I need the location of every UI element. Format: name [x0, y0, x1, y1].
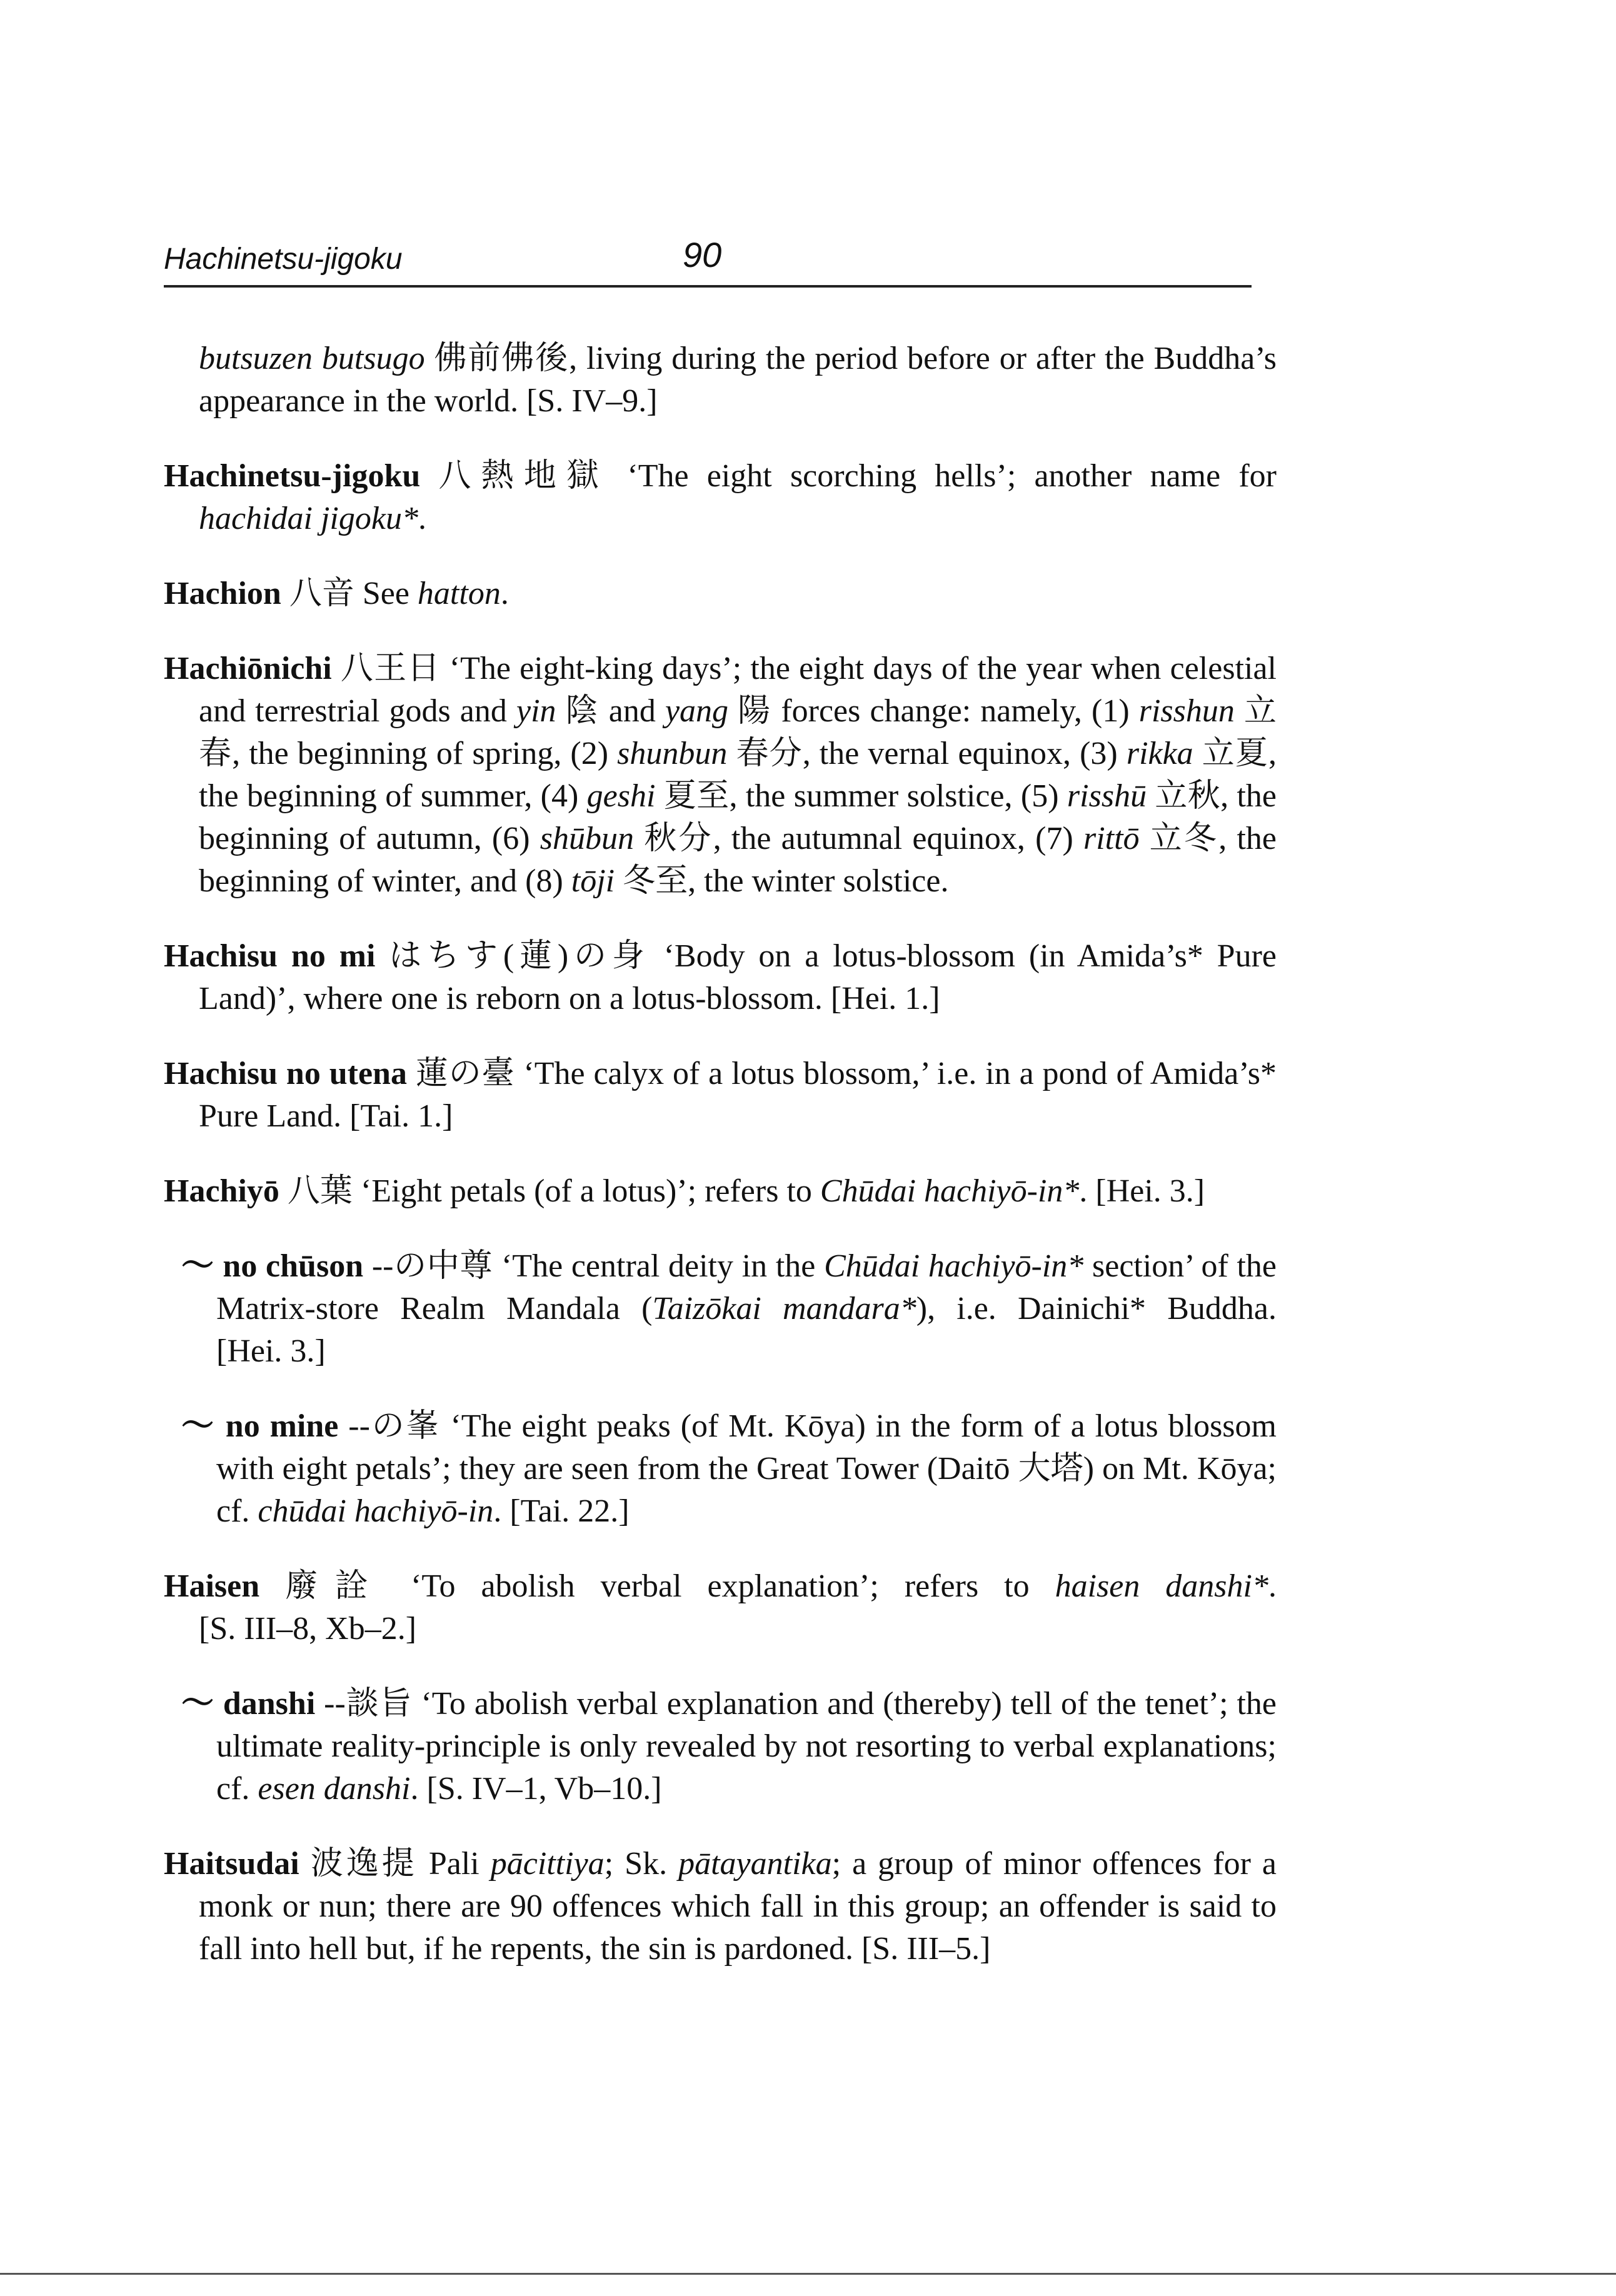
italic-term: pācittiya: [490, 1846, 605, 1882]
entry-text: 蓮の臺 ‘The calyx of a lotus blossom,’ i.e. in a pond of Amida’s* Pure Land.: [199, 1056, 1277, 1134]
headword: Hachion: [164, 576, 281, 611]
headword: ～ no mine: [181, 1408, 339, 1444]
entry-text: 佛前佛後, living during the period before or after the Buddha’s appearance in the world.: [199, 341, 1277, 419]
italic-term: hachidai jigoku*: [199, 501, 418, 536]
dictionary-entry: [164, 1170, 1277, 1213]
dictionary-entry: [164, 648, 1277, 903]
bottom-rule: [0, 2273, 1616, 2275]
italic-term: hatton: [417, 576, 501, 611]
sub-entry: [181, 1245, 1277, 1373]
italic-term: risshū: [1066, 778, 1147, 814]
headword: Hachiyō: [164, 1173, 279, 1209]
headword: Hachisu no utena: [164, 1056, 407, 1091]
italic-term: yin: [516, 693, 556, 729]
entry-text: 立冬, the beginning of winter, and (8): [199, 821, 1277, 899]
entries-list: [164, 305, 1277, 1988]
entry-text: 八熱地獄 ‘The eight scorching hells’; another name for: [420, 458, 1277, 494]
entry-text: .: [1079, 1173, 1096, 1209]
entry-text: 八葉 ‘Eight petals (of a lotus)’; refers to: [279, 1173, 820, 1209]
source-reference: [Hei. 1.]: [830, 981, 940, 1016]
italic-term: shunbun: [617, 736, 728, 771]
entry-text: 波逸提 Pali: [299, 1846, 491, 1882]
source-reference: [Hei. 3.]: [1095, 1173, 1205, 1209]
source-reference: [Hei. 3.]: [216, 1333, 326, 1369]
entry-text: 冬至, the winter solstice.: [615, 863, 949, 899]
entry-text: 八王日 ‘The eight-king days’; the eight days of the year when celestial and terrestrial gods and: [199, 651, 1277, 729]
entry-text: 立秋, the beginning of autumn, (6): [199, 778, 1277, 856]
entry-text: --の中尊 ‘The central deity in the: [363, 1248, 825, 1284]
dictionary-entry: [164, 1843, 1277, 1970]
source-reference: [S. III–8, Xb–2.]: [199, 1611, 417, 1647]
entry-text: 夏至, the summer solstice, (5): [655, 778, 1067, 814]
headword: Haisen: [164, 1568, 260, 1604]
dictionary-entry: [164, 1053, 1277, 1138]
italic-term: yang: [665, 693, 729, 729]
italic-term: geshi: [586, 778, 656, 814]
running-title: Hachinetsu-jigoku: [164, 243, 403, 276]
headword: Hachinetsu-jigoku: [164, 458, 421, 494]
entry-text: section’ of the Matrix-store Realm Mandala (: [216, 1248, 1277, 1326]
entry-text: ; Sk.: [604, 1846, 679, 1882]
dictionary-entry: [164, 573, 1277, 615]
dictionary-entry: [164, 455, 1277, 540]
entry-text: 立春, the beginning of spring, (2): [199, 693, 1277, 771]
italic-term: Chūdai hachiyō-in*: [824, 1248, 1084, 1284]
entry-text: ), i.e. Dainichi* Buddha.: [916, 1291, 1277, 1326]
source-reference: [Tai. 1.]: [349, 1098, 453, 1134]
entry-text: .: [493, 1493, 510, 1529]
italic-term: chūdai hachiyō-in: [258, 1493, 494, 1529]
entry-text: 廢詮 ‘To abolish verbal explanation’; refers to: [259, 1568, 1055, 1604]
page-number: 90: [683, 235, 722, 274]
dictionary-entry: [164, 935, 1277, 1020]
italic-term: butsuzen butsugo: [199, 341, 425, 376]
source-reference: [Tai. 22.]: [509, 1493, 630, 1529]
headword: ～ no chūson: [181, 1248, 364, 1284]
italic-term: pātayantika: [678, 1846, 832, 1882]
source-reference: [S. IV–9.]: [526, 383, 658, 419]
headword: Hachisu no mi: [164, 938, 376, 974]
entry-text: 秋分, the autumnal equinox, (7): [634, 821, 1083, 856]
entry-continuation: [164, 338, 1277, 423]
italic-term: risshun: [1138, 693, 1235, 729]
italic-term: Chūdai hachiyō-in*: [820, 1173, 1080, 1209]
sub-entry: [181, 1683, 1277, 1810]
entry-text: 八音 See: [281, 576, 418, 611]
italic-term: shūbun: [540, 821, 635, 856]
entry-text: 立夏, the beginning of summer, (4): [199, 736, 1277, 814]
running-head: [164, 229, 1252, 288]
entry-text: ; a group of minor offences for a monk or nun; there are 90 offences which fall in this group; an offender is said to fall into hell but, if he repents, the sin is pardoned.: [199, 1846, 1277, 1967]
entry-text: --の峯 ‘The eight peaks (of Mt. Kōya) in the form of a lotus blossom with eight petals’; they are seen from the Great Tower (Daitō 大塔) on Mt. Kōya; cf.: [216, 1408, 1277, 1529]
headword: ～ danshi: [181, 1686, 316, 1722]
source-reference: [S. III–5.]: [861, 1931, 991, 1967]
italic-term: haisen danshi*: [1055, 1568, 1268, 1604]
italic-term: rikka: [1126, 736, 1193, 771]
italic-term: tōji: [571, 863, 615, 899]
dictionary-entry: [164, 1565, 1277, 1650]
italic-term: esen danshi: [258, 1771, 411, 1807]
entry-text: 陰 and: [556, 693, 665, 729]
entry-text: 春分, the vernal equinox, (3): [727, 736, 1127, 771]
entry-text: .: [418, 501, 426, 536]
entry-text: 陽 forces change: namely, (1): [728, 693, 1139, 729]
italic-term: rittō: [1083, 821, 1140, 856]
entry-text: はちす(蓮)の身 ‘Body on a lotus-blossom (in Amida’s* Pure Land)’, where one is reborn on a lotus-blossom.: [199, 938, 1277, 1016]
entry-text: .: [500, 576, 509, 611]
italic-term: Taizōkai mandara*: [652, 1291, 916, 1326]
entry-text: --談旨 ‘To abolish verbal explanation and (thereby) tell of the tenet’; the ultimate reality-principle is only revealed by not resorting to verbal explanations; cf.: [216, 1686, 1277, 1807]
entry-text: [S. IV–1, Vb–10.]: [426, 1771, 662, 1807]
headword: Haitsudai: [164, 1846, 299, 1882]
sub-entry: [181, 1405, 1277, 1533]
entry-text: .: [1268, 1568, 1277, 1604]
headword: Hachiōnichi: [164, 651, 332, 686]
entry-text: .: [410, 1771, 427, 1807]
